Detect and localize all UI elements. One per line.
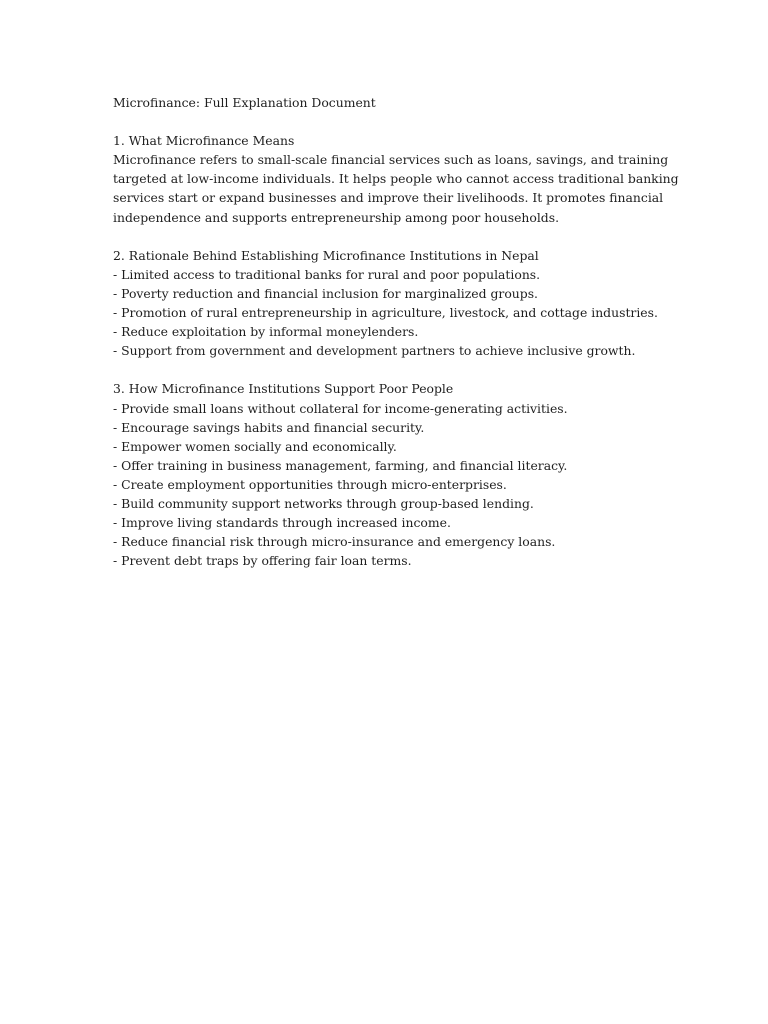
support-list-item: - Empower women socially and economically. [113,438,397,454]
support-list-item: - Encourage savings habits and financial security. [113,419,425,435]
support-list-item: - Create employment opportunities through micro-enterprises. [113,476,507,492]
paragraph-gap [113,227,673,246]
rationale-list-item: - Support from government and development partners to achieve inclusive growth. [113,343,636,359]
section-heading-support-poor-people: 3. How Microfinance Institutions Support Poor People [113,381,454,397]
rationale-list-item: - Poverty reduction and financial inclusion for marginalized groups. [113,285,538,301]
section-heading-what-microfinance-means: 1. What Microfinance Means [113,133,295,149]
support-list-item: - Reduce financial risk through micro-insurance and emergency loans. [113,534,556,550]
paragraph-gap [113,112,673,131]
support-list-item: - Provide small loans without collateral for income-generating activities. [113,400,568,416]
section-heading-rationale: 2. Rationale Behind Establishing Microfinance Institutions in Nepal [113,247,539,263]
document-title: Microfinance: Full Explanation Document [113,95,376,110]
section-1-text-line: targeted at low-income individuals. It helps people who cannot access traditional banking [113,171,679,187]
paragraph-gap [113,360,673,379]
support-list-item: - Prevent debt traps by offering fair loan terms. [113,553,412,569]
support-list-item: - Offer training in business management, farming, and financial literacy. [113,457,568,473]
rationale-list-item: - Promotion of rural entrepreneurship in agriculture, livestock, and cottage industries. [113,305,658,321]
section-1-text-line: Microfinance refers to small-scale financial services such as loans, savings, and training [113,152,669,168]
section-1-text-line: independence and supports entrepreneurship among poor households. [113,209,560,225]
support-list-item: - Improve living standards through increased income. [113,515,451,531]
section-1-text-line: services start or expand businesses and improve their livelihoods. It promotes financial [113,190,664,206]
document-body [113,93,679,570]
rationale-list-item: - Limited access to traditional banks for rural and poor populations. [113,266,541,282]
rationale-list-item: - Reduce exploitation by informal moneylenders. [113,324,419,340]
support-list-item: - Build community support networks through group-based lending. [113,495,534,511]
